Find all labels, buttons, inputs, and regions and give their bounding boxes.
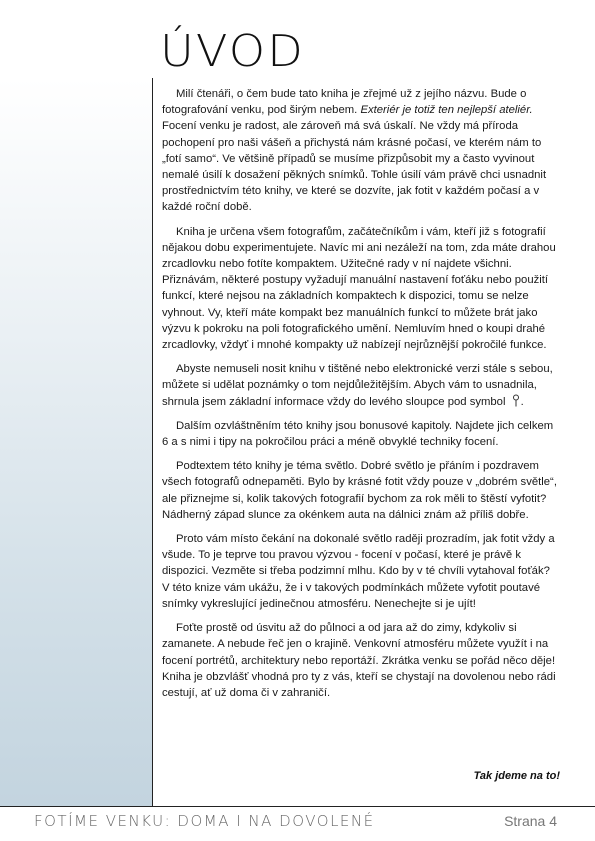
page-title: ÚVOD <box>160 26 305 77</box>
signoff: Tak jdeme na to! <box>473 770 560 782</box>
footer-book-title: FOTÍME VENKU: DOMA I NA DOVOLENÉ <box>34 812 375 830</box>
paragraph: Milí čtenáři, o čem bude tato kniha je zřejmé už z jejího názvu. Bude o fotografování venku, pod širým nebem. Exteriér je totiž ten nejlepší ateliér. Focení venku je radost, ale zároveň má svá úskalí. Ne vždy má příroda pochopení pro naši vášeň a přichystá nám krásné počasí, ve kterém nám to „fotí samo“. Ve většině případů se musíme přizpůsobit my a často vyvinout nemalé úsilí k dosažení pěkných snímků. Tohle úsilí vám právě chci usnadnit prostřednictvím této knihy, ve které se dozvíte, jak fotit v každém počasí a v každé roční době. <box>162 88 547 214</box>
paragraph: Abyste nemuseli nosit knihu v tištěné nebo elektronické verzi stále s sebou, můžete si udělat poznámky o tom nejdůležitějším. Abych vám to usnadnila, shrnula jsem základní informace vždy do levého sloupce pod symbol . <box>162 363 553 408</box>
paragraph: Proto vám místo čekání na dokonalé světlo raději prozradím, jak fotit vždy a všude. To je teprve tou pravou výzvou - focení v počasí, které je právě k dispozici. Vezměte si třeba podzimní mlhu. Kdo by v té chvíli vytahoval foťák? V této knize vám ukážu, že i v takových podmínkách můžete vyfotit poutavé snímky vykreslující jedinečnou atmosféru. Nenechejte si je ujít! <box>162 533 555 610</box>
paragraph: Podtextem této knihy je téma světlo. Dobré světlo je přáním i pozdravem všech fotografů odnepaměti. Bylo by krásné fotit vždy pouze v „dobrém světle“, ale přiznejme si, kolik takových fotografií bychom za rok měli to štěstí vyfotit? Nádherný západ slunce za okénkem auta na dálnici znám až příliš dobře. <box>162 460 557 521</box>
page-number: Strana 4 <box>504 813 557 829</box>
emphasis-text: Exteriér je totiž ten nejlepší ateliér. <box>360 104 533 117</box>
body-text <box>162 86 560 709</box>
paragraph: Kniha je určena všem fotografům, začátečníkům i vám, kteří již s fotografií nějakou dobu experimentujete. Navíc mi ani nezáleží na tom, zda máte drahou zrcadlovku nebo fotíte kompaktem. Užitečné rady v ní najdete všichni. Přiznávám, některé postupy vyžadují manuální nastavení foťáku nebo použití funkcí, které nejsou na základních kompaktech k dispozici, tomu se nelze vyhnout. Vy, kteří máte kompakt bez manuálních funkcí to můžete brát jako výzvu k pokroku na poli fotografického umění. Nemluvím hned o koupi drahé zrcadlovky, vždyť i mnohé kompakty už nabízejí nejrůznější pokročilé funkce. <box>162 225 556 352</box>
column-divider <box>152 78 153 806</box>
left-margin-column <box>0 78 152 806</box>
pin-icon <box>511 394 521 407</box>
footer-divider <box>0 806 595 807</box>
paragraph: Foťte prostě od úsvitu až do půlnoci a od jara až do zimy, kdykoliv si zamanete. A nebude řeč jen o krajině. Venkovní atmosféru můžete využít i na focení portrétů, architektury nebo reportáží. Zkrátka venku se pořád něco děje! Kniha je obzvlášť vhodná pro ty z vás, kteří se chystají na dovolenou nebo rádi cestují, ať už doma či v zahraničí. <box>162 622 556 699</box>
paragraph: Dalším ozvláštněním této knihy jsou bonusové kapitoly. Najdete jich celkem 6 a s nimi i tipy na pokročilou práci a méně obvyklé techniky focení. <box>162 419 554 449</box>
